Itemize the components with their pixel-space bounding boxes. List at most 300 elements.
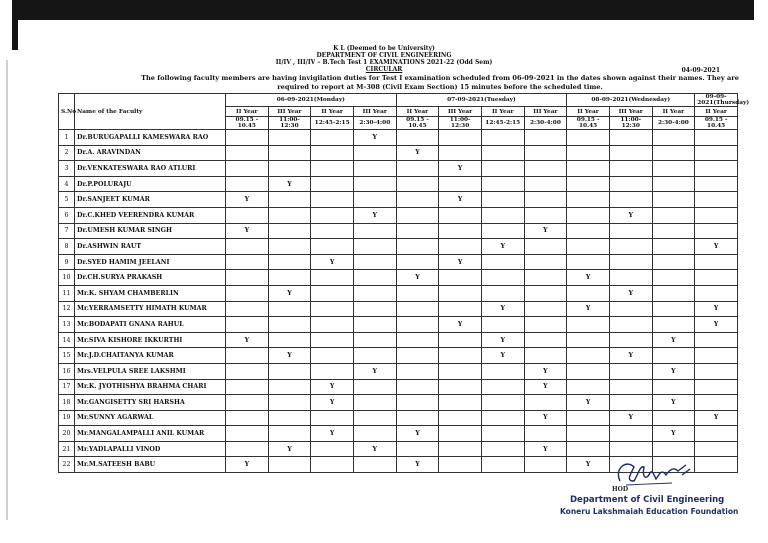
row-sno: 18 [59,395,75,411]
faculty-name: Dr.P.POLURAJU [75,176,226,192]
duty-cell [226,207,269,223]
duty-cell [652,176,695,192]
duty-cell [652,254,695,270]
scan-edge-shadow [6,60,8,520]
duty-cell: Y [524,379,567,395]
foundation-stamp: Koneru Lakshmaiah Education Foundation [560,507,739,516]
duty-cell [652,410,695,426]
circular-date: 04-09-2021 [681,67,720,74]
duty-cell [524,239,567,255]
row-sno: 15 [59,348,75,364]
faculty-name: Dr.UMESH KUMAR SINGH [75,223,226,239]
sno-header: S.No [59,94,75,130]
duty-cell [226,395,269,411]
duty-cell [652,207,695,223]
duty-cell [609,332,652,348]
faculty-name: Mr.K. JYOTHISHYA BRAHMA CHARI [75,379,226,395]
time-slot-header: 09.15 - 10.45 [695,117,738,130]
duty-cell [439,270,482,286]
exam-title: II/IV , III/IV – B.Tech Test 1 EXAMINATIONS 2021-22 (Odd Sem) [275,59,493,66]
table-row [59,301,738,317]
duty-cell [439,223,482,239]
duty-cell [353,192,396,208]
duty-cell [311,130,354,146]
duty-cell [481,192,524,208]
duty-cell [567,192,610,208]
duty-cell [439,395,482,411]
time-slot-header: 12:45-2:15 [481,117,524,130]
duty-cell [567,363,610,379]
duty-cell [524,254,567,270]
row-sno: 5 [59,192,75,208]
duty-cell [609,239,652,255]
row-sno: 9 [59,254,75,270]
day-header-row [59,94,738,107]
duty-cell [609,317,652,333]
duty-cell [226,130,269,146]
duty-cell [396,348,439,364]
duty-cell: Y [567,395,610,411]
duty-cell: Y [652,395,695,411]
duty-cell [524,317,567,333]
duty-cell [439,441,482,457]
duty-cell [567,130,610,146]
duty-cell [396,363,439,379]
duty-cell [609,176,652,192]
table-row [59,223,738,239]
duty-cell [226,348,269,364]
table-row [59,348,738,364]
duty-cell [652,379,695,395]
duty-cell [353,145,396,161]
duty-cell [396,332,439,348]
name-header: Name of the Faculty [75,94,226,130]
duty-cell [481,426,524,442]
duty-cell: Y [439,161,482,177]
duty-cell [439,379,482,395]
row-sno: 8 [59,239,75,255]
duty-cell: Y [652,426,695,442]
duty-cell: Y [652,332,695,348]
duty-cell [396,161,439,177]
duty-cell [652,270,695,286]
duty-cell [396,223,439,239]
duty-cell: Y [481,239,524,255]
table-row [59,161,738,177]
duty-cell [226,317,269,333]
table-row [59,317,738,333]
faculty-name: Mr.SUNNY AGARWAL [75,410,226,426]
year-header: II Year [311,107,354,117]
duty-cell: Y [609,207,652,223]
duty-cell: Y [524,441,567,457]
duty-cell: Y [353,363,396,379]
duty-cell [311,239,354,255]
duty-cell [268,457,311,473]
duty-cell [311,457,354,473]
faculty-rows [59,130,738,473]
duty-cell [439,207,482,223]
duty-cell [268,239,311,255]
duty-cell [652,130,695,146]
duty-cell [268,317,311,333]
duty-cell [695,161,738,177]
row-sno: 21 [59,441,75,457]
duty-cell [353,285,396,301]
duty-cell [226,441,269,457]
duty-cell [695,207,738,223]
duty-cell [609,426,652,442]
row-sno: 12 [59,301,75,317]
duty-cell [567,145,610,161]
duty-cell [439,301,482,317]
table-row [59,285,738,301]
circular-label: CIRCULAR [365,66,403,73]
duty-cell [396,285,439,301]
time-slot-header: 09.15 - 10.45 [226,117,269,130]
duty-cell: Y [609,348,652,364]
duty-cell: Y [524,363,567,379]
duty-cell [353,317,396,333]
row-sno: 4 [59,176,75,192]
row-sno: 17 [59,379,75,395]
table-row [59,395,738,411]
duty-cell: Y [695,239,738,255]
duty-cell: Y [226,192,269,208]
duty-cell: Y [226,223,269,239]
table-row [59,363,738,379]
faculty-name: Mr.K. SHYAM CHAMBERLIN [75,285,226,301]
table-row [59,410,738,426]
duty-cell [481,130,524,146]
year-header: II Year [481,107,524,117]
duty-cell [396,239,439,255]
duty-cell: Y [567,270,610,286]
duty-cell: Y [268,441,311,457]
department-stamp: Department of Civil Engineering [570,495,725,505]
day-header: 09-09-2021(Thursday) [695,94,738,107]
duty-cell [481,161,524,177]
duty-cell [353,332,396,348]
duty-cell [695,395,738,411]
faculty-name: Dr.SANJEET KUMAR [75,192,226,208]
duty-cell [396,317,439,333]
duty-cell [695,426,738,442]
duty-cell: Y [226,332,269,348]
duty-cell [524,145,567,161]
duty-cell [311,317,354,333]
duty-cell [652,239,695,255]
duty-cell [609,254,652,270]
duty-cell: Y [353,207,396,223]
year-header: III Year [609,107,652,117]
duty-cell [652,145,695,161]
duty-cell [481,285,524,301]
duty-cell [311,285,354,301]
duty-cell: Y [396,426,439,442]
duty-cell [609,363,652,379]
duty-cell: Y [311,426,354,442]
duty-cell [695,145,738,161]
duty-cell [695,223,738,239]
duty-cell [524,457,567,473]
duty-cell [311,348,354,364]
duty-cell [311,441,354,457]
duty-cell [226,145,269,161]
faculty-name: Dr.CH.SURYA PRAKASH [75,270,226,286]
duty-cell [226,379,269,395]
table-row [59,270,738,286]
duty-cell [268,192,311,208]
time-slot-header: 09.15 - 10.45 [567,117,610,130]
duty-cell [439,363,482,379]
duty-cell [396,176,439,192]
row-sno: 22 [59,457,75,473]
time-slot-header: 2:30-4:00 [353,117,396,130]
duty-cell [268,223,311,239]
department-name: DEPARTMENT OF CIVIL ENGINEERING [316,52,452,59]
faculty-name: Dr.C.KHED VEERENDRA KUMAR [75,207,226,223]
duty-cell [481,457,524,473]
duty-cell: Y [481,301,524,317]
duty-cell [439,176,482,192]
duty-cell [481,176,524,192]
duty-cell [481,410,524,426]
duty-cell [524,301,567,317]
duty-cell [652,192,695,208]
duty-cell [268,301,311,317]
table-row [59,379,738,395]
university-name: K L (Deemed to be University) [333,45,435,52]
duty-cell [311,332,354,348]
duty-cell [567,441,610,457]
duty-cell [268,145,311,161]
day-header: 06-09-2021(Monday) [226,94,397,107]
duty-cell [567,207,610,223]
duty-cell [481,223,524,239]
hod-label: HOD [612,486,629,493]
day-header: 07-09-2021(Tuesday) [396,94,567,107]
faculty-name: Dr.SYED HAMIM JEELANI [75,254,226,270]
year-header: III Year [353,107,396,117]
duty-cell [695,332,738,348]
duty-cell [652,317,695,333]
year-header: II Year [652,107,695,117]
duty-cell [524,395,567,411]
year-header: III Year [268,107,311,117]
duty-cell [353,223,396,239]
faculty-name: Mr.SIVA KISHORE IKKURTHI [75,332,226,348]
duty-cell [353,176,396,192]
scan-edge-top [12,0,754,20]
duty-cell [481,379,524,395]
duty-cell [652,285,695,301]
duty-cell [396,395,439,411]
duty-cell [311,161,354,177]
duty-cell [695,270,738,286]
duty-cell [524,192,567,208]
duty-cell [524,130,567,146]
duty-cell [652,301,695,317]
duty-cell: Y [439,254,482,270]
duty-cell: Y [524,223,567,239]
duty-cell [353,254,396,270]
duty-cell: Y [311,395,354,411]
time-slot-header: 2:30-4:00 [524,117,567,130]
duty-cell [567,176,610,192]
duty-cell [481,395,524,411]
faculty-name: Mr.GANGISETTY SRI HARSHA [75,395,226,411]
duty-cell [695,363,738,379]
duty-cell [226,176,269,192]
duty-cell [439,145,482,161]
faculty-name: Mr.J.D.CHAITANYA KUMAR [75,348,226,364]
duty-cell [524,332,567,348]
duty-cell [439,130,482,146]
table-row [59,145,738,161]
duty-cell [311,145,354,161]
table-row [59,332,738,348]
table-row [59,176,738,192]
row-sno: 6 [59,207,75,223]
duty-cell [439,332,482,348]
duty-cell [567,410,610,426]
row-sno: 3 [59,161,75,177]
faculty-name: Dr.VENKATESWARA RAO ATLURI [75,161,226,177]
duty-cell [268,254,311,270]
duty-cell: Y [609,285,652,301]
duty-cell [353,426,396,442]
row-sno: 19 [59,410,75,426]
duty-cell: Y [353,130,396,146]
invigilation-table [58,93,750,473]
duty-cell [226,363,269,379]
duty-cell [524,348,567,364]
duty-cell [268,270,311,286]
duty-cell [268,379,311,395]
duty-cell [567,379,610,395]
duty-cell [652,348,695,364]
row-sno: 14 [59,332,75,348]
duty-cell: Y [268,176,311,192]
duty-cell [609,145,652,161]
year-header: II Year [567,107,610,117]
duty-cell [311,207,354,223]
duty-cell [481,145,524,161]
duty-cell [268,363,311,379]
duty-cell [609,395,652,411]
duty-cell [695,254,738,270]
time-slot-header: 11:00-12:30 [268,117,311,130]
duty-cell [311,176,354,192]
duty-cell [439,285,482,301]
duty-cell: Y [567,457,610,473]
duty-cell: Y [311,254,354,270]
year-header: II Year [396,107,439,117]
duty-cell [609,379,652,395]
duty-cell [609,270,652,286]
duty-cell [524,176,567,192]
duty-cell: Y [396,270,439,286]
duty-cell [567,317,610,333]
duty-cell [695,130,738,146]
duty-cell [226,161,269,177]
duty-cell: Y [353,441,396,457]
duty-cell [524,207,567,223]
duty-cell [524,161,567,177]
duty-cell [353,410,396,426]
duty-cell: Y [481,348,524,364]
year-header: III Year [439,107,482,117]
duty-cell [226,410,269,426]
duty-cell [268,161,311,177]
duty-cell [226,301,269,317]
duty-cell [353,239,396,255]
time-slot-header: 12:45-2:15 [311,117,354,130]
duty-cell [353,395,396,411]
duty-cell [311,192,354,208]
duty-cell: Y [609,410,652,426]
duty-cell [609,130,652,146]
faculty-name: Mr.M.SATEESH BABU [75,457,226,473]
duty-cell [311,301,354,317]
duty-cell [396,410,439,426]
row-sno: 10 [59,270,75,286]
duty-cell [439,239,482,255]
time-slot-header: 11:00-12:30 [439,117,482,130]
duty-cell: Y [226,457,269,473]
duty-cell [353,379,396,395]
faculty-name: Mr.BODAPATI GNANA RAHUL [75,317,226,333]
duty-cell [567,254,610,270]
circular-intro: The following faculty members are having invigilation duties for Test I examination scheduled from 06-09-2021 in the dates shown against their names. They are required to report at M-308 (Civil Exam Section) 15 minutes before the scheduled time. [141,74,739,91]
time-slot-header: 09.15 - 10.45 [396,117,439,130]
year-header: III Year [524,107,567,117]
duty-cell: Y [396,457,439,473]
duty-cell [226,239,269,255]
row-sno: 13 [59,317,75,333]
duty-cell [396,192,439,208]
table-row [59,207,738,223]
duty-cell [353,457,396,473]
duty-cell [268,332,311,348]
duty-cell [652,223,695,239]
duty-cell [609,223,652,239]
duty-cell [695,176,738,192]
time-slot-header: 11:00-12:30 [609,117,652,130]
duty-cell [353,348,396,364]
table-row [59,426,738,442]
duty-cell [567,161,610,177]
duty-cell [268,130,311,146]
duty-cell: Y [439,317,482,333]
duty-cell [396,441,439,457]
duty-cell: Y [311,379,354,395]
duty-cell [396,254,439,270]
duty-cell [311,270,354,286]
duty-cell: Y [268,285,311,301]
duty-cell [353,161,396,177]
duty-cell [481,317,524,333]
duty-cell: Y [396,145,439,161]
duty-cell [226,270,269,286]
duty-cell [609,161,652,177]
faculty-name: Mr.MANGALAMPALLI ANIL KUMAR [75,426,226,442]
duty-cell [311,410,354,426]
duty-cell [695,192,738,208]
duty-cell [439,426,482,442]
duty-cell [353,270,396,286]
